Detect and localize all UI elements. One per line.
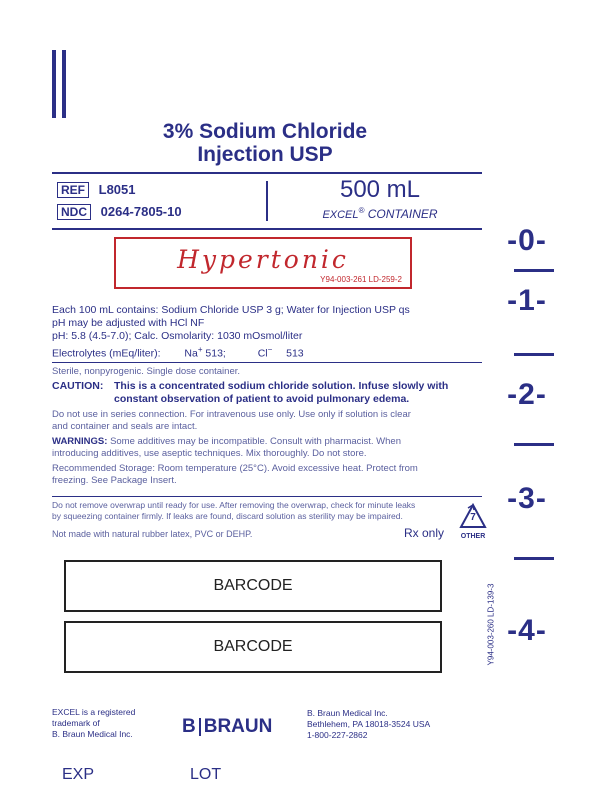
product-title-line1: 3% Sodium Chloride bbox=[162, 120, 368, 143]
trademark-line1: EXCEL is a registered bbox=[52, 707, 136, 717]
barcode-label-1: BARCODE bbox=[213, 577, 293, 594]
container-label bbox=[300, 206, 460, 221]
sodium-value: 513; bbox=[205, 347, 226, 360]
recycle-symbol bbox=[458, 502, 488, 546]
latex-line: Not made with natural rubber latex, PVC or DEHP. bbox=[52, 529, 253, 539]
recycle-label: OTHER bbox=[460, 533, 486, 540]
caution-block bbox=[52, 380, 482, 406]
ndc-label: NDC bbox=[57, 204, 91, 220]
graduation-0: -0- bbox=[507, 224, 547, 257]
warnings-text bbox=[52, 436, 482, 460]
graduation-line-2 bbox=[514, 443, 554, 446]
hypertonic-word: Hypertonic bbox=[177, 245, 349, 274]
trademark-note bbox=[52, 707, 135, 740]
electrolytes-row bbox=[52, 343, 482, 361]
braun-logo-name: BRAUN bbox=[203, 716, 273, 737]
header-divider bbox=[52, 228, 482, 230]
recycle-number: 7 bbox=[470, 512, 476, 523]
exp-label: EXP bbox=[62, 766, 95, 783]
braun-logo-divider bbox=[199, 718, 201, 736]
storage-block bbox=[52, 463, 482, 487]
overwrap-block bbox=[52, 500, 482, 522]
side-code: Y94-003-260 LD-139-3 bbox=[486, 583, 496, 666]
sodium-symbol: Na bbox=[184, 347, 198, 360]
storage-line2: freezing. See Package Insert. bbox=[52, 475, 177, 486]
barcode-label-2: BARCODE bbox=[213, 638, 293, 655]
company-line2: Bethlehem, PA 18018-3524 USA bbox=[307, 719, 431, 729]
ndc-row bbox=[57, 204, 182, 220]
sterile-line: Sterile, nonpyrogenic. Single dose container. bbox=[52, 366, 241, 377]
ref-row bbox=[57, 182, 136, 198]
caution-line2: constant observation of patient to avoid pulmonary edema. bbox=[114, 393, 410, 405]
ndc-value: 0264-7805-10 bbox=[100, 204, 182, 219]
ref-value: L8051 bbox=[98, 182, 136, 197]
contents-block bbox=[52, 304, 482, 361]
company-line1: B. Braun Medical Inc. bbox=[307, 708, 388, 718]
contents-line2: pH may be adjusted with HCl NF bbox=[52, 317, 205, 329]
warnings-line1: Some additives may be incompatible. Consult with pharmacist. When bbox=[110, 436, 401, 447]
container-mark: ® bbox=[358, 206, 365, 215]
warnings-label: WARNINGS: bbox=[52, 436, 108, 447]
contents-line3: pH: 5.8 (4.5-7.0); Calc. Osmolarity: 1030 mOsmol/liter bbox=[52, 330, 303, 342]
graduation-4: -4- bbox=[507, 614, 547, 647]
bar-left bbox=[52, 50, 56, 118]
container-word: CONTAINER bbox=[367, 207, 438, 221]
contents-line1: Each 100 mL contains: Sodium Chloride USP 3 g; Water for Injection USP qs bbox=[52, 304, 410, 316]
title-divider bbox=[52, 172, 482, 174]
series-line1: Do not use in series connection. For intravenous use only. Use only if solution is clear bbox=[52, 409, 411, 420]
ref-label: REF bbox=[57, 182, 89, 198]
caution-line1: This is a concentrated sodium chloride solution. Infuse slowly with bbox=[114, 380, 449, 392]
graduation-3: -3- bbox=[507, 482, 547, 515]
lot-label: LOT bbox=[190, 766, 222, 783]
hypertonic-box bbox=[114, 237, 412, 289]
sodium-charge: + bbox=[197, 345, 203, 354]
overwrap-line2: by squeezing container firmly. If leaks are found, discard solution as sterility may be impaired. bbox=[52, 511, 403, 521]
caution-label: CAUTION: bbox=[52, 380, 104, 392]
company-address bbox=[307, 708, 430, 741]
overwrap-line1: Do not remove overwrap until ready for use. After removing the overwrap, check for minute leaks bbox=[52, 500, 416, 510]
graduation-2: -2- bbox=[507, 378, 547, 411]
trademark-line3: B. Braun Medical Inc. bbox=[52, 729, 133, 739]
container-brand: EXCEL bbox=[322, 209, 359, 221]
chloride-symbol: Cl bbox=[257, 347, 268, 360]
chloride-value: 513 bbox=[286, 347, 304, 360]
warnings-line2: introducing additives, use aseptic techniques. Mix thoroughly. Do not store. bbox=[52, 448, 367, 459]
trademark-line2: trademark of bbox=[52, 718, 100, 728]
volume: 500 mL bbox=[339, 176, 421, 203]
barcode-box-2 bbox=[64, 621, 442, 673]
graduation-line-3 bbox=[514, 557, 554, 560]
company-line3: 1-800-227-2862 bbox=[307, 730, 368, 740]
storage-divider bbox=[52, 496, 482, 497]
bar-right bbox=[62, 50, 66, 118]
electrolytes-label: Electrolytes (mEq/liter): bbox=[52, 347, 161, 360]
contents-divider bbox=[52, 362, 482, 363]
series-line2: and container and seals are intact. bbox=[52, 421, 198, 432]
hypertonic-code: Y94-003-261 LD-259-2 bbox=[320, 275, 402, 284]
graduation-line-0 bbox=[514, 269, 554, 272]
series-block bbox=[52, 409, 482, 433]
warnings-block bbox=[52, 366, 482, 487]
rx-only: Rx only bbox=[404, 526, 445, 540]
braun-logo bbox=[182, 716, 272, 738]
storage-line1: Recommended Storage: Room temperature (25°C). Avoid excessive heat. Protect from bbox=[52, 463, 418, 474]
barcode-box-1 bbox=[64, 560, 442, 612]
ref-volume-divider bbox=[266, 181, 268, 221]
braun-logo-b: B bbox=[182, 716, 196, 737]
chloride-charge: − bbox=[267, 345, 273, 354]
graduation-line-1 bbox=[514, 353, 554, 356]
product-title-line2: Injection USP bbox=[197, 143, 333, 166]
graduation-1: -1- bbox=[507, 284, 547, 317]
